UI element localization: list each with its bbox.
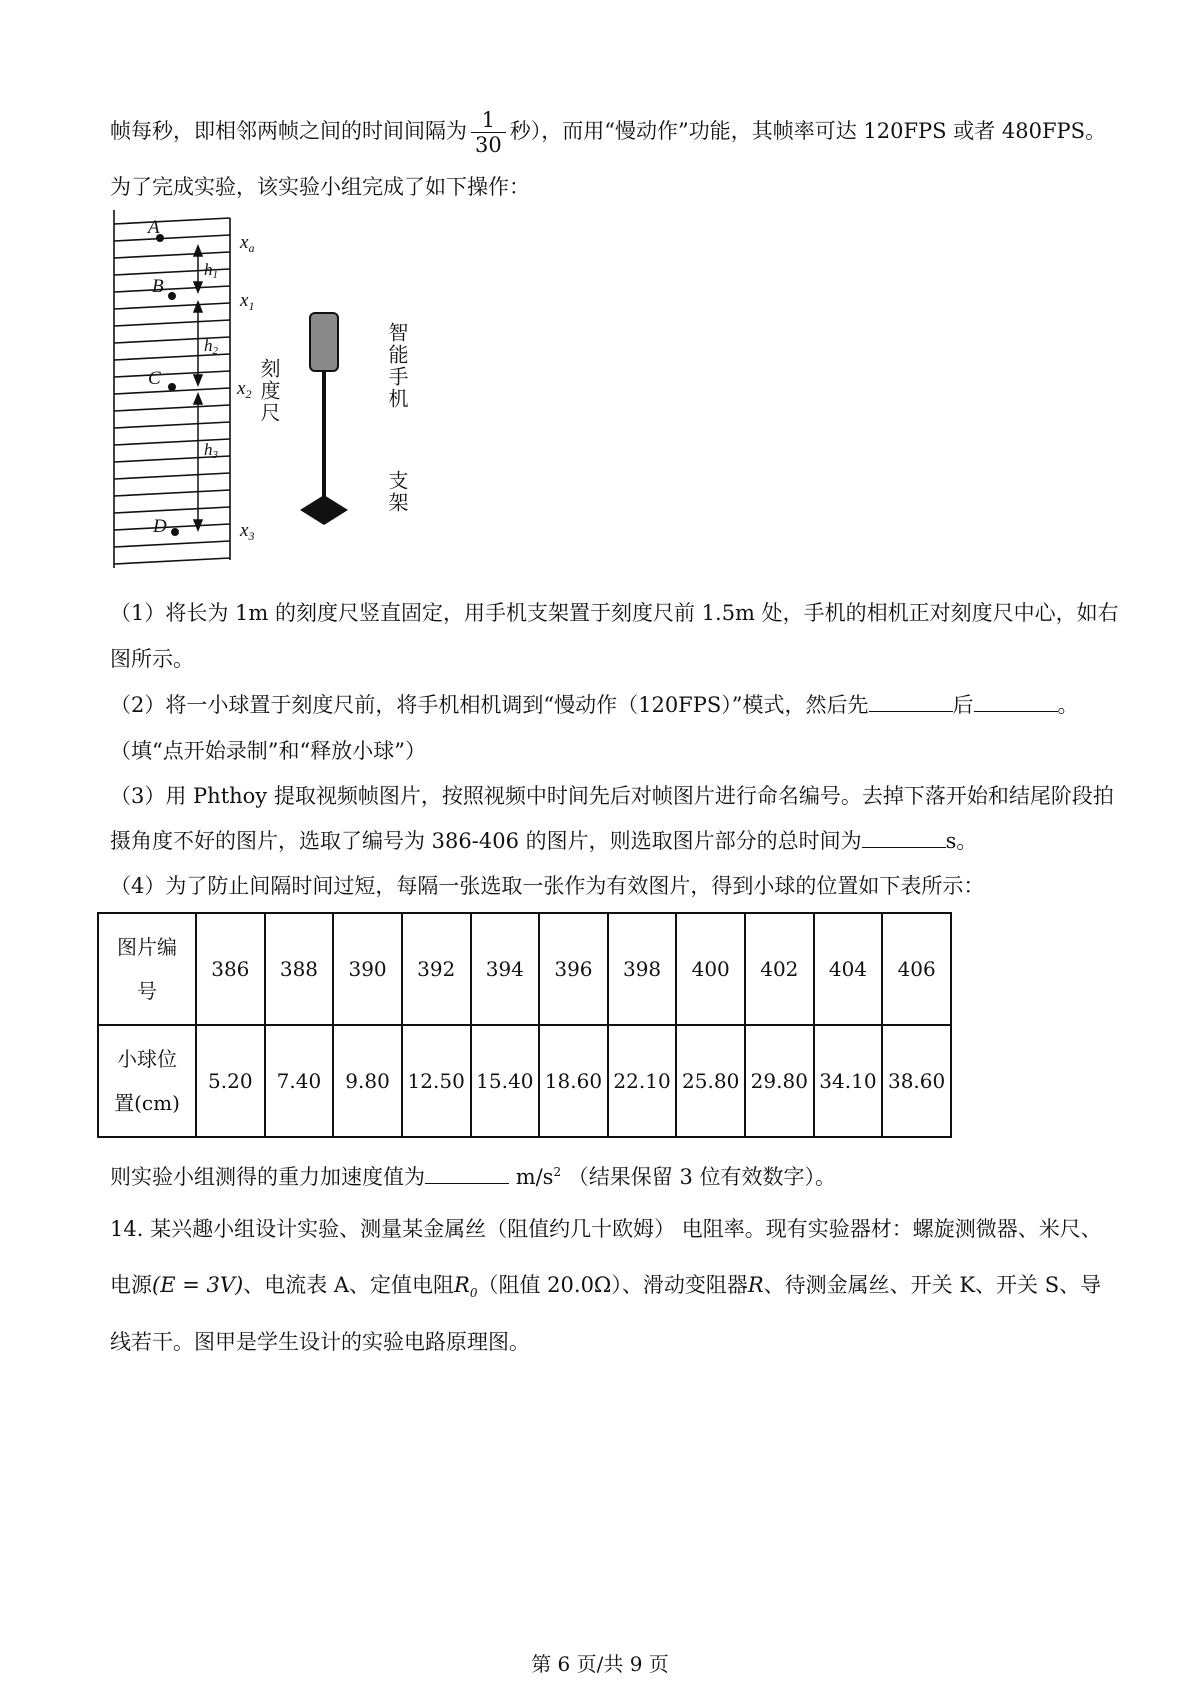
table-cell: 398 xyxy=(608,913,677,1025)
ball-position-c xyxy=(168,383,176,391)
answer-blank-first[interactable] xyxy=(869,691,953,712)
q14-r0: $R_0$ xyxy=(454,1273,478,1301)
step-1-line-1: （1）将长为 1m 的刻度尺竖直固定，用手机支架置于刻度尺前 1.5m 处，手机的相机正对刻度尺中心，如右 xyxy=(110,601,1119,625)
step-2-text-pre: （2）将一小球置于刻度尺前，将手机相机调到“慢动作（120FPS）”模式，然后先 xyxy=(110,693,869,717)
result-text-pre: 则实验小组测得的重力加速度值为 xyxy=(110,1165,425,1189)
x3-label: $x_3$ xyxy=(240,520,255,543)
table-cell: 402 xyxy=(745,913,814,1025)
table-header-ball-position: 小球位 置(cm) xyxy=(98,1025,196,1137)
phone-stand xyxy=(300,313,348,525)
point-label-d: D xyxy=(153,516,167,537)
fraction-one-thirtieth xyxy=(471,108,506,157)
answer-blank-acceleration[interactable] xyxy=(425,1163,509,1184)
page-footer: 第 6 页/共 9 页 xyxy=(531,1652,669,1676)
q14-text-rheostat: （阻值 20.0Ω）、滑动变阻器 xyxy=(477,1273,748,1297)
ball-position-d xyxy=(171,528,179,536)
table-cell: 15.40 xyxy=(471,1025,540,1137)
q14-r: R xyxy=(747,1273,764,1297)
table-cell: 400 xyxy=(676,913,745,1025)
xa-label: $x_a$ xyxy=(240,232,255,255)
table-cell: 406 xyxy=(882,913,951,1025)
table-row-frame-number xyxy=(98,913,951,1025)
intro-text-pre: 帧每秒，即相邻两帧之间的时间间隔为 xyxy=(110,119,467,143)
step-1-line-2: 图所示。 xyxy=(110,647,194,671)
step-2-text-mid: 后 xyxy=(952,693,974,717)
x2-label: $x_2$ xyxy=(237,378,252,401)
fraction-numerator: 1 xyxy=(471,108,506,133)
step-2-line-1 xyxy=(110,690,1079,720)
table-cell: 394 xyxy=(471,913,540,1025)
step-3-line-2 xyxy=(110,826,977,856)
answer-blank-time[interactable] xyxy=(862,827,946,848)
intro-text-post: 秒），而用“慢动作”功能，其帧率可达 120FPS 或者 480FPS。 xyxy=(509,119,1107,143)
intro-line-1 xyxy=(110,108,1106,157)
q14-line-2 xyxy=(110,1270,1101,1308)
table-cell: 29.80 xyxy=(745,1025,814,1137)
table-cell: 396 xyxy=(539,913,608,1025)
table-cell: 38.60 xyxy=(882,1025,951,1137)
position-table xyxy=(97,912,952,1138)
fraction-denominator: 30 xyxy=(475,133,502,157)
table-cell: 404 xyxy=(814,913,883,1025)
intro-line-2: 为了完成实验，该实验小组完成了如下操作： xyxy=(110,175,530,199)
h1-label: h1 xyxy=(204,260,218,281)
phone-icon xyxy=(310,313,338,371)
phone-label: 智能手机 xyxy=(385,322,409,410)
step-2-line-2: （填“点开始录制”和“释放小球”） xyxy=(110,739,426,763)
stand-base xyxy=(300,495,348,525)
table-cell: 7.40 xyxy=(265,1025,334,1137)
step-3-line-1: （3）用 Phthoy 提取视频帧图片，按照视频中时间先后对帧图片进行命名编号。去掉下落开始和结尾阶段拍 xyxy=(110,784,1114,808)
q14-text-ammeter: 、电流表 A、定值电阻 xyxy=(243,1273,455,1297)
table-cell: 34.10 xyxy=(814,1025,883,1137)
step-2-text-post: 。 xyxy=(1057,693,1079,717)
table-cell: 392 xyxy=(402,913,471,1025)
ball-position-b xyxy=(168,292,176,300)
stand-label: 支架 xyxy=(385,470,409,514)
table-cell: 25.80 xyxy=(676,1025,745,1137)
table-cell: 5.20 xyxy=(196,1025,265,1137)
ruler-label: 刻度尺 xyxy=(257,358,281,424)
step-4-line: （4）为了防止间隔时间过短，每隔一张选取一张作为有效图片，得到小球的位置如下表所示： xyxy=(110,874,985,898)
step-3-text-post: s。 xyxy=(945,829,978,853)
table-cell: 12.50 xyxy=(402,1025,471,1137)
x1-label: $x_1$ xyxy=(240,290,255,313)
q14-line-1: 14. 某兴趣小组设计实验、测量某金属丝（阻值约几十欧姆） 电阻率。现有实验器材：螺旋测微器、米尺、 xyxy=(110,1217,1102,1241)
h3-label: h3 xyxy=(204,440,218,461)
answer-blank-second[interactable] xyxy=(974,691,1058,712)
table-cell: 390 xyxy=(333,913,402,1025)
q14-text-wire: 、待测金属丝、开关 K、开关 S、导 xyxy=(763,1273,1102,1297)
result-text-post: （结果保留 3 位有效数字）。 xyxy=(567,1165,836,1189)
q14-line-3: 线若干。图甲是学生设计的实验电路原理图。 xyxy=(110,1330,530,1354)
point-label-b: B xyxy=(152,276,164,297)
table-row-ball-position xyxy=(98,1025,951,1137)
q14-emf: (E = 3V) xyxy=(152,1273,244,1297)
point-label-a: A xyxy=(148,217,160,238)
result-unit: $m/s^2$ xyxy=(515,1165,562,1189)
table-header-frame-number: 图片编 号 xyxy=(98,913,196,1025)
table-cell: 388 xyxy=(265,913,334,1025)
q14-text-source: 电源 xyxy=(110,1273,152,1297)
h2-label: h2 xyxy=(204,336,218,357)
table-cell: 22.10 xyxy=(608,1025,677,1137)
table-cell: 18.60 xyxy=(539,1025,608,1137)
point-label-c: C xyxy=(148,368,161,389)
table-cell: 9.80 xyxy=(333,1025,402,1137)
table-cell: 386 xyxy=(196,913,265,1025)
result-line xyxy=(110,1157,836,1192)
step-3-text-pre: 摄角度不好的图片，选取了编号为 386-406 的图片，则选取图片部分的总时间为 xyxy=(110,829,862,853)
